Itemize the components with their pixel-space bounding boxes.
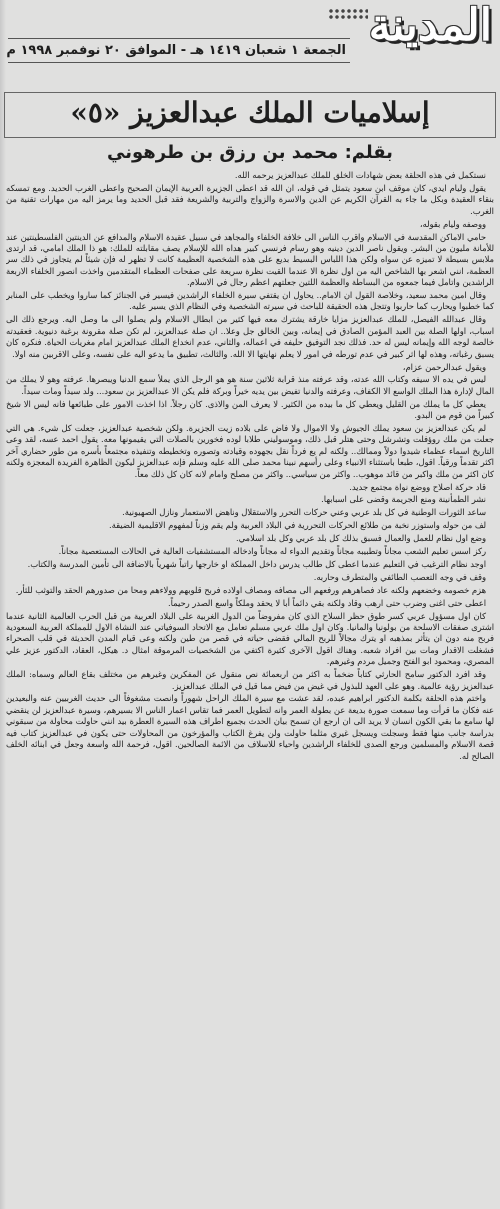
article-paragraph: قاد حركة اصلاح ووضع نواة مجتمع جديد. — [349, 481, 486, 492]
article-paragraph: لف من حوله واستوزر نخبة من طلائع الحركات التحررية في البلاد العربية ولم يقم وزناً لمفهوم الاقليمية الضيقة. — [109, 520, 486, 531]
article-paragraph: وقف في وجه التعصب الطائفي والمتطرف وحاربه. — [313, 571, 486, 582]
article-paragraph: ركز اسس تعليم الشعب مجاناً وتطبيبه مجاناً وتقديم الدواء له مجاناً وادخاله المستشفيات العالية في الحالات المستعصية مجاناً. — [58, 546, 486, 557]
masthead — [0, 0, 500, 82]
logo-ornament — [328, 8, 368, 20]
article-paragraph: وقال امين محمد سعيد، وخلاصة القول ان الامام.. يحاول ان يقتفي سيرة الخلفاء الراشدين فيسير في الجنائز كما ساروا ويخطب على المنابر كما خطبوا ويحارب كما حاربوا وتتجل هذه الحقيقة للباحث في سيرته الشخصية وفي النظام الذي يسير عليه. — [6, 290, 494, 312]
dateline: الجمعة ١ شعبان ١٤١٩ هـ - الموافق ٢٠ نوفمبر ١٩٩٨ م — [8, 38, 350, 63]
article-byline: بقلم: محمد بن رزق بن طرهوني — [107, 142, 393, 163]
article-title: إسلاميات الملك عبدالعزيز «٥» — [70, 96, 430, 129]
newspaper-logo: المدينة — [368, 0, 492, 51]
article-paragraph: ووصفه وليام بقوله، — [419, 218, 486, 229]
article-paragraph: يعطي كل ما يملك من القليل ويعطي كل ما بيده من الكثير. لا يعرف المن والاذى. كان رجلاً. اذا اخذت الامور على طبائعها فانه ليس الا شيخ كبيراً من قوم من البدو. — [6, 398, 494, 421]
article-paragraph: وقال عبدالله الفيصل، للملك عبدالعزيز مزايا خارقة يشترك معه فيها كثير من ابطال الاسلام ولم يصلوا الى ما وصل اليه. ويرجع ذلك الى اسباب، اولها الصلة بين العبد المؤمن الصادق في إيمانه، وبين الخالق جل وعلا.. ان صلة عبدالعزيز، لم تكن صلة مقرونة برغبة دنيوية. فعقيدته خالصة لوجه الله وإيمانه ليس له حد. فذلك نجد التوفيق حليفه في اعماله، والثاني، عدم انخداع الملك عبدالعزيز امام مغريات الحياة. فنكره كان يسبق رغباته، وهذه لها اثر كبير في عدم تورطه في امور لا يعلم نهايتها الا الله. والثالث، تطبيق ما يدعو اليه على نفسه، وعلى الاقربين منه اولا. — [6, 314, 494, 359]
article-paragraph: وضع اول نظام للعمل والعمال فسبق بذلك كل بلد عربي وكل بلد اسلامي. — [235, 533, 486, 544]
article-paragraph: واختم هذه الحلقة بكلمة الدكتور ابراهيم عبده، لقد عشت مع سيرة الملك الراحل شهوراً وانصت مشغوفاً الى حديث الغربيين عنه والبعيدين عنه فكان ما قرأت وما سمعت صورة بديعة عن بطولة العمر وانه لتطويل العمر فما تقاس اعمار الناس الا بسيرهم، وسيرة عبدالعزيز لن ينقضي لها سامع ما بقي الكون انسان لا يريد الى ان ارجع ان تسمح بيان الحدث بجميع اطراف هذه السيرة العطرة بيد انني حاولت محاولة من سبقوني بدراسة جانب منها فقط وسجلت ويسجل غيري مثلما حاولت ولن يفرغ الكتاب والمؤرخون من المحاولات حتى يكون في عبدالعزيز كتاب فيه قصة الاسلام والمسلمين ورجع الصدى للخلفاء الراشدين واحياء للاسلاف من الائمة الصالحين. اقول، فرحمة الله واسعة وجعل في ابنائه الخلف الصالح له. — [6, 693, 494, 761]
article-paragraph: اوجد نظام الترغيب في التعليم عندما اعطى كل طالب يدرس داخل المملكة او خارجها راتباً شهرياً بالاضافة الى تأمين المدرسة والكتاب. — [27, 559, 486, 569]
article-body — [6, 170, 494, 1202]
article-paragraph: ليس في يده الا سيفه وكتاب الله عدته، وقد عرفته منذ قرابة ثلاثين سنة هو هو الرجل الذي يملأ سمع الدنيا ويبصرها. عرفته وهو لا يملك من المال لإدارة هذا الملك الواسع الا الكفاف، وعرفته والدنيا تفيض بين يديه خيراً وبركة فلم يكن الا عبدالعزيز بن سعود... ولد سيداً ومات سيداً. — [6, 374, 494, 396]
article-paragraph: ساعد الثورات الوطنية في كل بلد عربي وعني حركات التحرر والاستقلال وناهض الاستعمار ونازل الصهيونية. — [122, 507, 486, 518]
article-paragraph: نستكمل في هذه الحلقة بعض شهادات الخلق للملك عبدالعزيز يرحمه الله. — [234, 170, 486, 180]
article-paragraph: حامي الاماكن المقدسة في الاسلام واقرب الناس الى خلافة الخلفاء والمجاهد في سبيل عقيدة الاسلام والمدافع عن الدينتين الفلسطينتين عند للأمانة مليون من البشر. ويقول ناصر الدين دينيه وهو رسام فرنسي كبير هداه الله للإسلام يصف مقابلته للملك: هو ذا الملك امامي، قد ارتدى ملابس بسيطة لا تميزه عن سواه ولكن هذا اللباس البسيط بديع على هذه الشخصية العظيمة كانت لا تظهر له فإن شيئاً لم يتجاوز في ذلك سر العظمة، انني اشعر بها الشاخص اليه من اول نظرة الا عندما القيت نظرة سريعة على صفحات العظماء المتقدمين واخذت انصور الخلفاء الاربعة الراشدين واتامل فيما جمعوه من البساطة والعظمة اللتين جعلتهم اعظم رجال في الاسلام. — [6, 231, 494, 288]
article-paragraph: اعطى حتى اغنى وضرب حتى ارهب وقاد ولكنه بقي دائماً أبا لا يحقد وملكاً واسع الصدر رحيماً. — [168, 597, 486, 608]
article-paragraph: ويقول عبدالرحمن عزام، — [402, 361, 486, 372]
article-paragraph: لم يكن عبدالعزيز بن سعود يملك الجيوش ولا الاموال ولا فاض على بلاده زيت الجزيرة. ولكن شخصية عبدالعزيز، جعلت كل شيء. هي التي جعلت من ملك روؤفلت وتشرشل وحتى هتلر قبل ذلك، وموسوليني طلابا لوده فخورين بالصلات التي يقيمونها معه. يقول احمد عسه، لقد وعى التاريخ اسماء عظماء شيدوا دولاً وممالك.. ولكنه لم يع فرداً نقل بجهوده وقيادته وتصوره وتخطيطه وتنفيذه مجتمعاً بأسره من طور حضاري آخر اكثر تقدماً ورقياً. اقول، طبعا باستثناء الانبياء وعلى رأسهم نبينا محمد صلى الله عليه وسلم فإنه عبدالعزيز ليكون الظاهرة الفريدة المعجزة ولكنه كان اكثر من ملك واكبر من قائد موهوب.. واكثر من سياسي.. واكثر من مصلح وامام لانه كان كل ذلك معاً. — [6, 423, 494, 479]
article-paragraph: يقول وليام ايدي، كان موقف ابن سعود يتمثل في قوله، ان الله قد اعطى الجزيرة العربية الإيمان الصحيح واعطى الغرب الحديد. ومع تمسكه بنقاء العقيدة وبكل ما جاء به القرآن الكريم عن الدين والاسرة والزواج والتربية والشريعة فقد قبل الحديد وما يرمز اليه من مهارات تقنية من الغرب. — [6, 182, 494, 216]
article-paragraph: هزم خصومه وخضعهم ولكنه عاد فصاهرهم ورفعهم الى مصافه ومصاف اولاده فربح قلوبهم وولاءهم ومحا من صدورهم الحقد والتوثب للثأر. — [15, 584, 486, 595]
article-paragraph: كان اول مسؤول عربي كسر طوق حظر السلاح الذي كان مفروضاً من الدول الغربية على البلاد العربية من قبل الحرب العالمية الثانية عندما اشترى صفقات الاسلحة من بولونيا والمانيا. وكان اول ملك عربي مسلم تعامل مع الاتحاد السوفياتي عند النشاة الاول للمملكة العربية السعودية فربح منه دون ان يتأثر بمذهبه او يترك مجالاً للربح المالي فقضى حياته في قصر من طين ولكنه وعى قيام المدن الحديثة في قلب الصحراء فشغلت الاقدار ومات بين افراد شعبه. وهناك اقول الآخرى كثيرة اكتفي من الشخصيات المرموقة امثال د. هيكل، العقاد، الدكتور عزيز علي المصري، ومحمود ابو الفتح وجميل مردم وغيرهم. — [6, 610, 494, 667]
article-paragraph: وقد افرد الدكتور سامح الحارثي كتاباً ضخماً به اكثر من اربعمائة نص منقول عن المفكرين وغيرهم من مختلف بقاع العالم وسماه: الملك عبدالعزيز رؤية عالمية. وهو على العهد للبذول في غيض من فيض مما قيل في الملك عبدالعزيز. — [6, 669, 494, 691]
article-paragraph: نشر الطمأنينة ومنع الجريمة وقضى على اسبابها. — [321, 494, 486, 505]
